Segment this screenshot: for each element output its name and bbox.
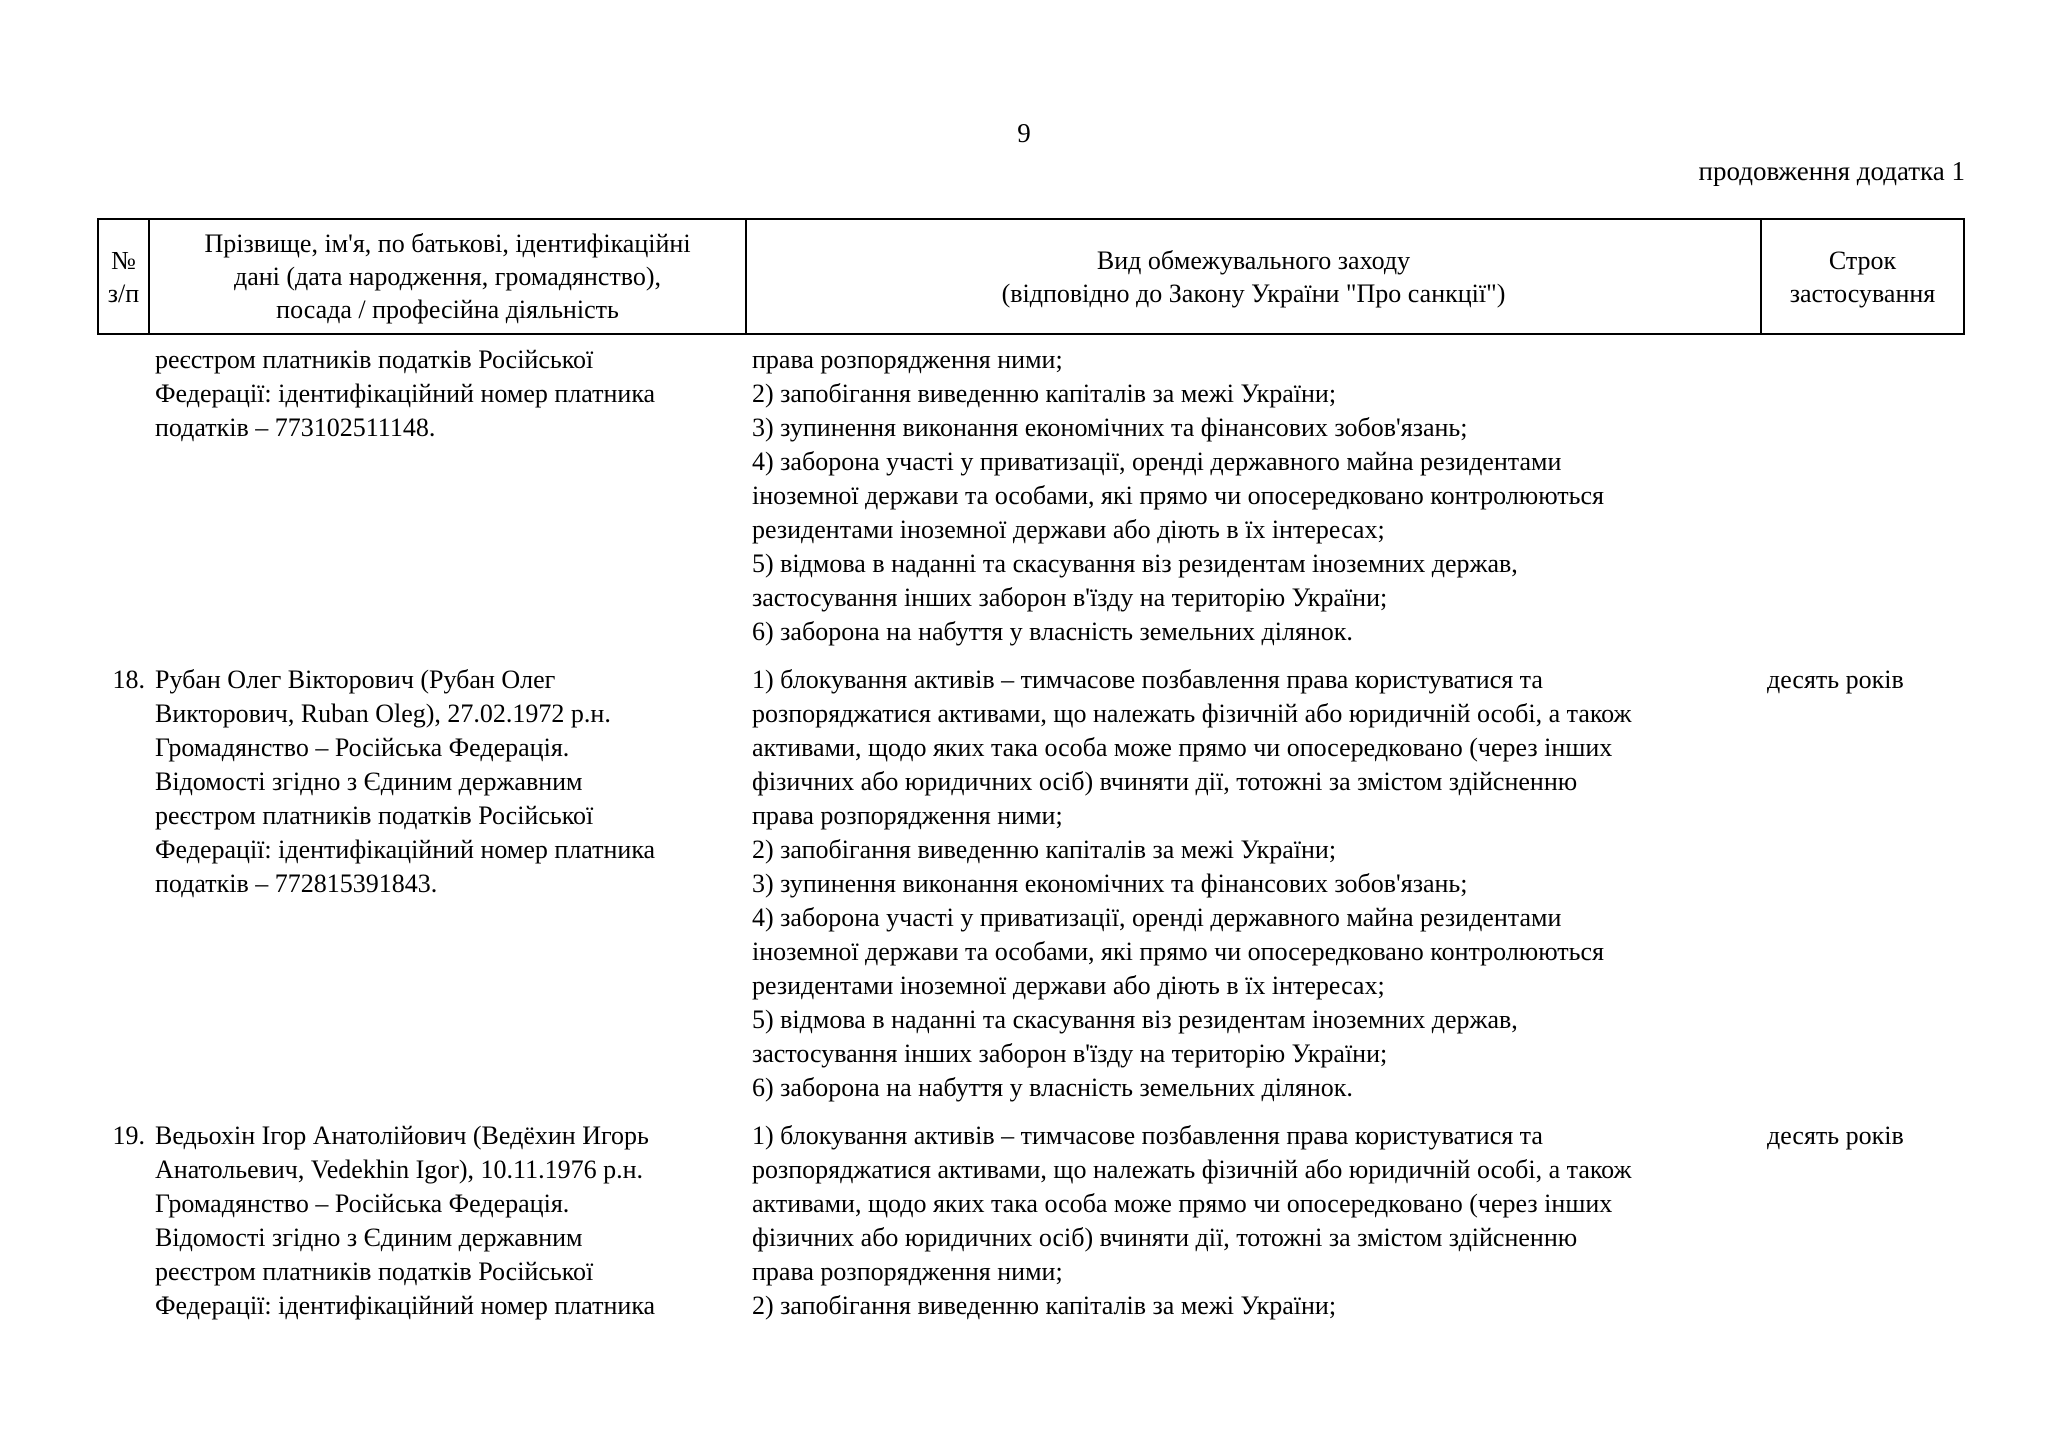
continuation-label: продовження додатка 1 [1698, 156, 1965, 186]
restrictive-measure-line: 3) зупинення виконання економічних та фінансових зобов'язань; [752, 413, 1468, 442]
restrictive-measure-line: розпоряджатися активами, що належать фізичній або юридичній особі, а також [752, 1155, 1632, 1184]
restrictive-measure-line: резидентами іноземної держави або діють в їх інтересах; [752, 971, 1385, 1000]
header-term-line: Строк [1828, 245, 1897, 275]
person-details-line: Громадянство – Російська Федерація. [155, 733, 570, 762]
restrictive-measure-line: розпоряджатися активами, що належать фізичній або юридичній особі, а також [752, 699, 1632, 728]
person-details-line: Рубан Олег Вікторович (Рубан Олег [155, 665, 556, 694]
restrictive-measure-line: 3) зупинення виконання економічних та фінансових зобов'язань; [752, 869, 1468, 898]
person-details [149, 663, 746, 1119]
row-number [98, 334, 149, 663]
table-row [98, 663, 1964, 1119]
person-details-line: реєстром платників податків Російської [155, 345, 594, 374]
restrictive-measure-line: іноземної держави та особами, які прямо чи опосередковано контролюються [752, 937, 1605, 966]
header-measure-line: (відповідно до Закону України "Про санкції") [1001, 278, 1506, 308]
restrictive-measure-line: права розпорядження ними; [752, 345, 1063, 374]
restrictive-measure-line: 4) заборона участі у приватизації, оренді державного майна резидентами [752, 903, 1562, 932]
person-details-line: Федерації: ідентифікаційний номер платника [155, 379, 656, 408]
person-details-line: Федерації: ідентифікаційний номер платника [155, 835, 656, 864]
header-measure-line: Вид обмежувального заходу [1096, 245, 1411, 275]
header-person-line: Прізвище, ім'я, по батькові, ідентифікаційні [204, 229, 691, 258]
header-measure [746, 219, 1761, 334]
table-row [98, 1119, 1964, 1337]
sanctions-table [97, 218, 1965, 1337]
person-details [149, 334, 746, 663]
restrictive-measure-line: резидентами іноземної держави або діють в їх інтересах; [752, 515, 1385, 544]
page-number: 9 [1017, 118, 1031, 148]
restrictive-measure-line: 2) запобігання виведенню капіталів за межі України; [752, 835, 1337, 864]
application-term: десять років [1767, 1121, 1904, 1150]
restrictive-measure-line: 6) заборона на набуття у власність земельних ділянок. [752, 1073, 1353, 1102]
person-details-line: реєстром платників податків Російської [155, 801, 594, 830]
application-term: десять років [1767, 665, 1904, 694]
restrictive-measure-line: фізичних або юридичних осіб) вчиняти дії, тотожні за змістом здійсненню [752, 767, 1578, 796]
header-number [98, 219, 149, 334]
header-number-line: з/п [107, 278, 140, 308]
restrictive-measures [746, 663, 1761, 1119]
restrictive-measure-line: 2) запобігання виведенню капіталів за межі України; [752, 1291, 1337, 1320]
row-number: 18. [112, 665, 145, 694]
restrictive-measure-line: 6) заборона на набуття у власність земельних ділянок. [752, 617, 1353, 646]
restrictive-measures [746, 1119, 1761, 1337]
restrictive-measure-line: фізичних або юридичних осіб) вчиняти дії, тотожні за змістом здійсненню [752, 1223, 1578, 1252]
table-header-row [98, 219, 1964, 334]
header-person [149, 219, 746, 334]
person-details [149, 1119, 746, 1337]
header-term-line: застосування [1789, 278, 1936, 308]
restrictive-measure-line: застосування інших заборон в'їзду на територію України; [752, 583, 1388, 612]
person-details-line: Анатольевич, Vedekhin Igor), 10.11.1976 р.н. [155, 1155, 643, 1184]
row-number: 19. [112, 1121, 145, 1150]
person-details-line: Громадянство – Російська Федерація. [155, 1189, 570, 1218]
restrictive-measure-line: 5) відмова в наданні та скасування віз резидентам іноземних держав, [752, 1005, 1518, 1034]
restrictive-measure-line: 1) блокування активів – тимчасове позбавлення права користуватися та [752, 665, 1543, 694]
header-term [1761, 219, 1964, 334]
person-details-line: податків – 772815391843. [155, 869, 438, 898]
person-details-line: Викторович, Ruban Oleg), 27.02.1972 р.н. [155, 699, 611, 728]
person-details-line: Відомості згідно з Єдиним державним [155, 1223, 583, 1252]
restrictive-measure-line: 2) запобігання виведенню капіталів за межі України; [752, 379, 1337, 408]
restrictive-measure-line: 5) відмова в наданні та скасування віз резидентам іноземних держав, [752, 549, 1518, 578]
restrictive-measure-line: права розпорядження ними; [752, 801, 1063, 830]
restrictive-measure-line: іноземної держави та особами, які прямо чи опосередковано контролюються [752, 481, 1605, 510]
header-number-line: № [111, 245, 136, 275]
restrictive-measure-line: 4) заборона участі у приватизації, оренді державного майна резидентами [752, 447, 1562, 476]
restrictive-measure-line: активами, щодо яких така особа може прямо чи опосередковано (через інших [752, 1189, 1613, 1218]
header-person-line: посада / професійна діяльність [276, 295, 619, 324]
restrictive-measure-line: 1) блокування активів – тимчасове позбавлення права користуватися та [752, 1121, 1543, 1150]
restrictive-measure-line: застосування інших заборон в'їзду на територію України; [752, 1039, 1388, 1068]
person-details-line: Федерації: ідентифікаційний номер платника [155, 1291, 656, 1320]
person-details-line: Ведьохін Ігор Анатолійович (Ведёхин Игорь [155, 1121, 649, 1150]
person-details-line: Відомості згідно з Єдиним державним [155, 767, 583, 796]
person-details-line: реєстром платників податків Російської [155, 1257, 594, 1286]
application-term [1761, 334, 1964, 663]
restrictive-measures [746, 334, 1761, 663]
restrictive-measure-line: активами, щодо яких така особа може прямо чи опосередковано (через інших [752, 733, 1613, 762]
header-person-line: дані (дата народження, громадянство), [233, 262, 661, 291]
restrictive-measure-line: права розпорядження ними; [752, 1257, 1063, 1286]
table-row [98, 334, 1964, 663]
person-details-line: податків – 773102511148. [155, 413, 436, 442]
